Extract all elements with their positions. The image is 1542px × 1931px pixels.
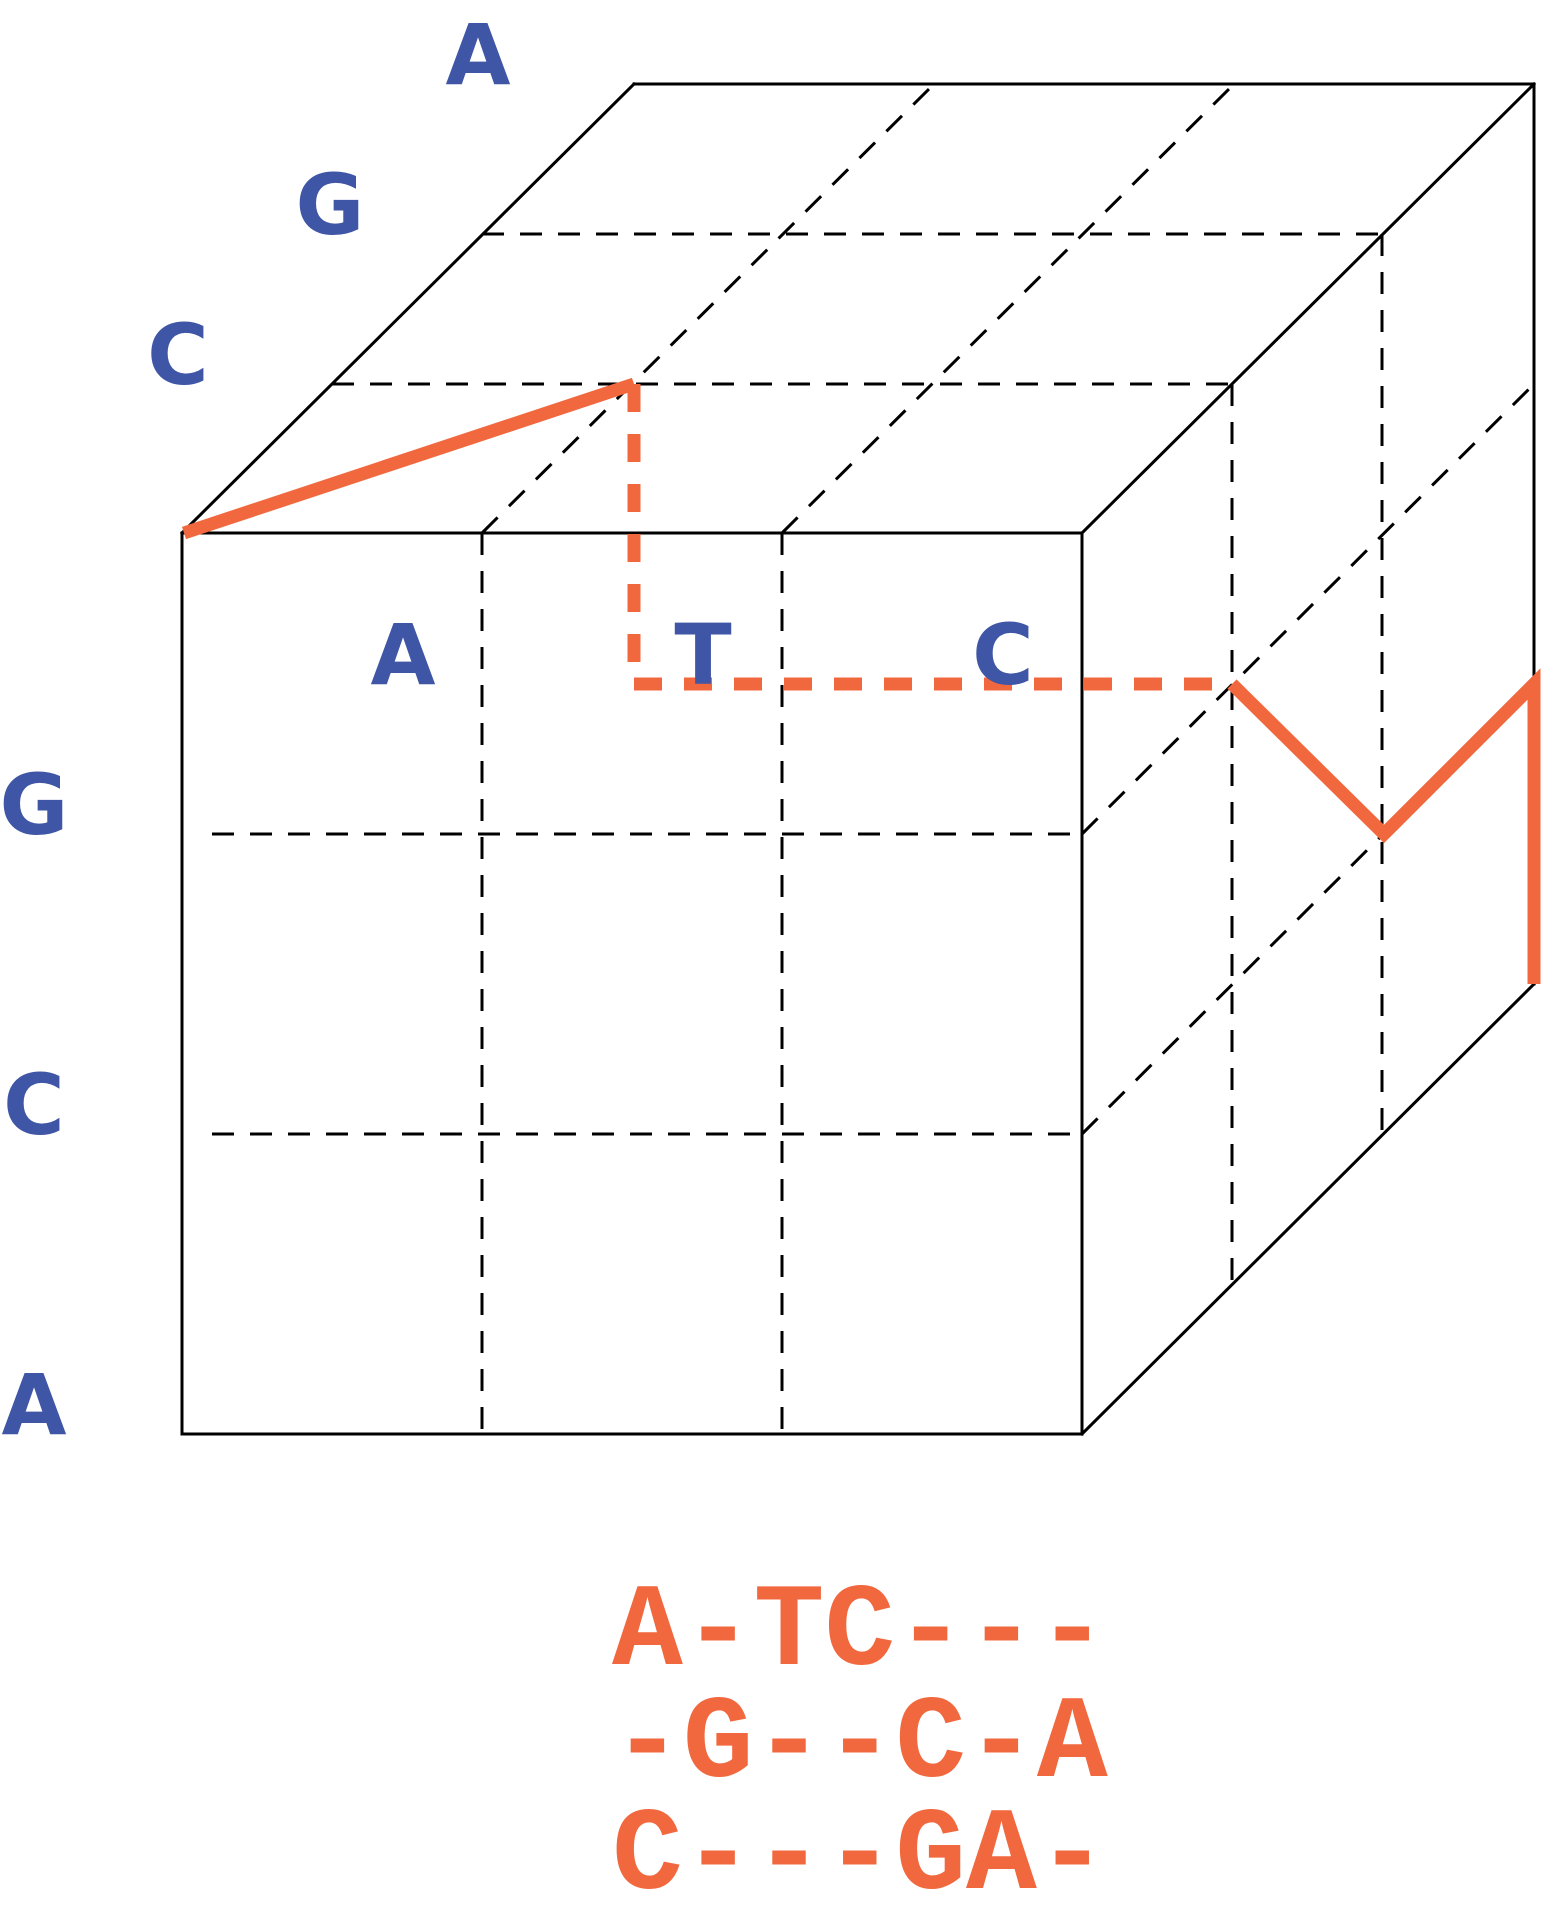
- cube-edges: [182, 84, 1534, 1434]
- alignment-row: -G--C-A: [612, 1679, 1108, 1812]
- seq-label-horizontal: A: [370, 606, 436, 704]
- path-segment: [184, 384, 634, 533]
- alignment-result: [612, 1567, 1108, 1924]
- seq-label-vertical: A: [1, 1356, 67, 1454]
- seq-label-horizontal: C: [972, 606, 1034, 704]
- seq-label-horizontal: T: [674, 606, 732, 704]
- cube-top-right-edge: [1082, 84, 1534, 533]
- cube-front-face: [182, 533, 1082, 1434]
- top-grid-line: [782, 84, 1234, 533]
- seq-label-depth: G: [295, 156, 365, 254]
- depth-sequence-labels: [147, 6, 510, 404]
- seq-label-vertical: C: [3, 1056, 65, 1154]
- seq-label-depth: C: [147, 306, 209, 404]
- front-face-grid: [212, 533, 1082, 1434]
- alignment-row: A-TC---: [612, 1567, 1108, 1700]
- seq-label-depth: A: [445, 6, 511, 104]
- top-grid-line: [482, 84, 934, 533]
- seq-label-vertical: G: [0, 756, 69, 854]
- cube-bottom-right-edge: [1082, 984, 1534, 1434]
- vertical-sequence-labels: [0, 756, 68, 1454]
- alignment-row: C---GA-: [612, 1791, 1108, 1924]
- top-face-grid: [332, 84, 1382, 533]
